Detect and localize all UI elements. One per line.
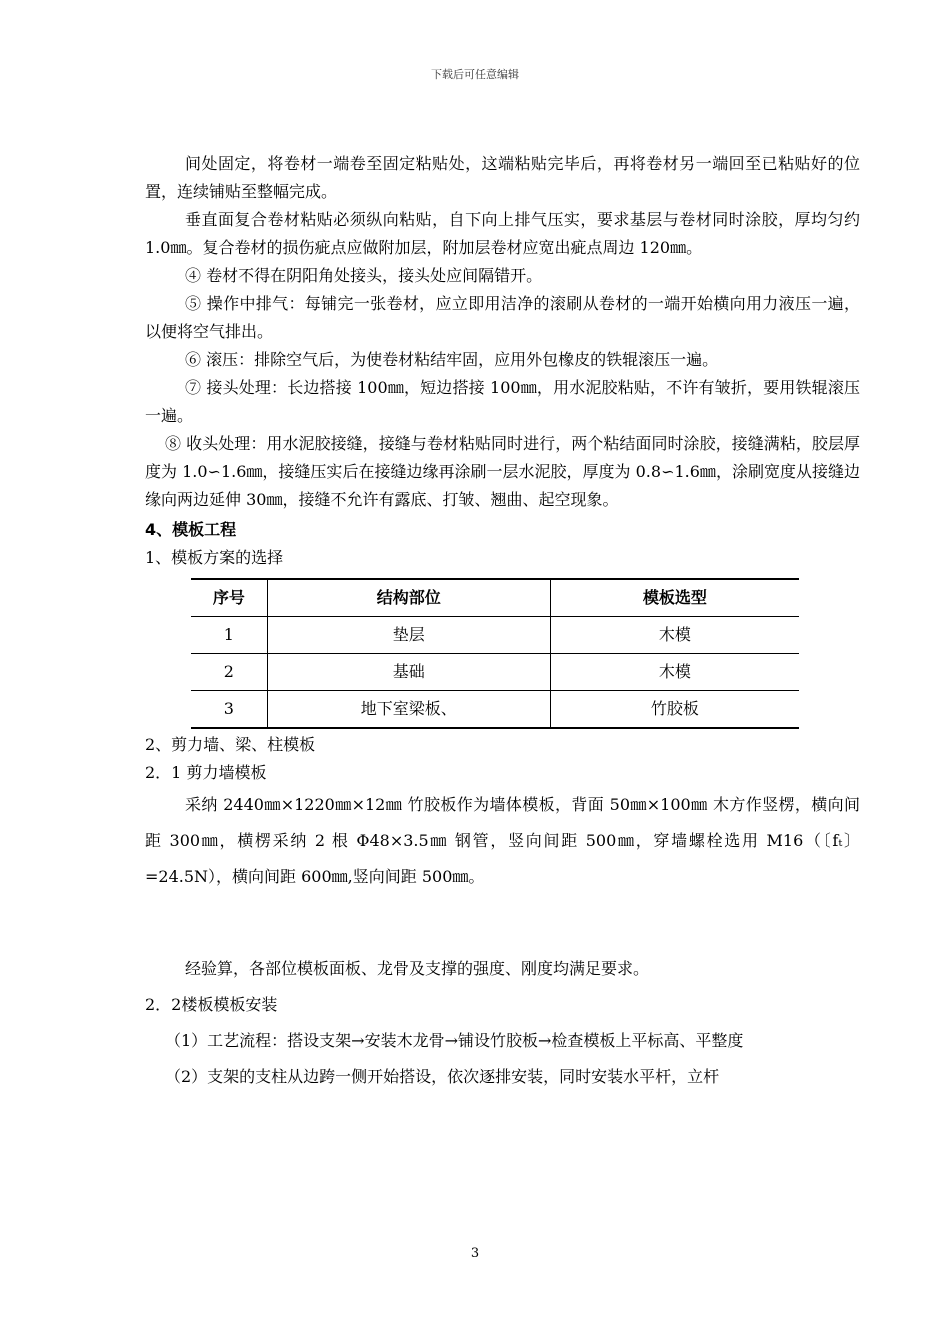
list-item: ⑥ 滚压：排除空气后，为使卷材粘结牢固，应用外包橡皮的铁辊滚压一遍。	[185, 350, 719, 369]
list-item: ⑤ 操作中排气：每铺完一张卷材，应立即用洁净的滚刷从卷材的一端开始横向用力液压一遍，以便将空气排出。	[145, 294, 860, 341]
list-item: ⑧ 收头处理：用水泥胶接缝，接缝与卷材粘贴同时进行，两个粘结面同时涂胶，接缝满粘，胶层厚度为 1.0∽1.6㎜，接缝压实后在接缝边缘再涂刷一层水泥胶，厚度为 0.8∽1.6㎜，涂刷宽度从接缝边缘向两边延伸 30㎜，接缝不允许有露底、打皱、翘曲、起空现象。	[145, 434, 860, 509]
table-cell: 地下室梁板、	[267, 691, 550, 729]
subheading: 2．2楼板模板安装	[145, 995, 278, 1014]
table-cell: 垫层	[267, 617, 550, 654]
table-cell: 木模	[550, 654, 799, 691]
table-cell: 1	[191, 617, 267, 654]
subheading: 2．1 剪力墙模板	[145, 763, 267, 782]
paragraph: （1）工艺流程：搭设支架→安装木龙骨→铺设竹胶板→检查模板上平标高、平整度	[165, 1031, 744, 1050]
table-cell: 竹胶板	[550, 691, 799, 729]
list-item: ⑦ 接头处理：长边搭接 100㎜，短边搭接 100㎜，用水泥胶粘贴，不许有皱折，要用铁辊滚压一遍。	[145, 378, 860, 425]
subheading: 1、模板方案的选择	[145, 548, 284, 567]
column-header: 模板选型	[550, 579, 799, 617]
table-row	[191, 617, 799, 654]
formwork-table	[191, 578, 799, 729]
page-header: 下载后可任意编辑	[431, 68, 519, 81]
subheading: 2、剪力墙、梁、柱模板	[145, 735, 316, 754]
paragraph: （2）支架的支柱从边跨一侧开始搭设，依次逐排安装，同时安装水平杆，立杆	[165, 1067, 720, 1086]
page-number: 3	[470, 1246, 480, 1261]
column-header: 结构部位	[267, 579, 550, 617]
table-cell: 木模	[550, 617, 799, 654]
document-body	[145, 150, 860, 1095]
section-heading: 4、模板工程	[145, 520, 237, 539]
table-row	[191, 691, 799, 729]
paragraph: 垂直面复合卷材粘贴必须纵向粘贴，自下向上排气压实，要求基层与卷材同时涂胶，厚均匀约 1.0㎜。复合卷材的损伤疵点应做附加层，附加层卷材应宽出疵点周边 120㎜。	[145, 210, 860, 257]
list-item: ④ 卷材不得在阴阳角处接头，接头处应间隔错开。	[185, 266, 543, 285]
table-row	[191, 654, 799, 691]
table-header-row	[191, 579, 799, 617]
paragraph: 间处固定，将卷材一端卷至固定粘贴处，这端粘贴完毕后，再将卷材另一端回至已粘贴好的位置，连续铺贴至整幅完成。	[145, 154, 860, 201]
paragraph: 经验算，各部位模板面板、龙骨及支撑的强度、刚度均满足要求。	[185, 959, 650, 978]
spacer	[145, 895, 860, 951]
column-header: 序号	[191, 579, 267, 617]
paragraph: 采纳 2440㎜×1220㎜×12㎜ 竹胶板作为墙体模板，背面 50㎜×100㎜ 木方作竖楞，横向间距 300㎜，横楞采纳 2 根 Φ48×3.5㎜ 钢管，竖向间距 500㎜，穿墙螺栓选用 M16（〔fₜ〕=24.5N），横向间距 600㎜,竖向间距 500㎜。	[145, 795, 860, 886]
table-cell: 3	[191, 691, 267, 729]
table-cell: 基础	[267, 654, 550, 691]
table-cell: 2	[191, 654, 267, 691]
